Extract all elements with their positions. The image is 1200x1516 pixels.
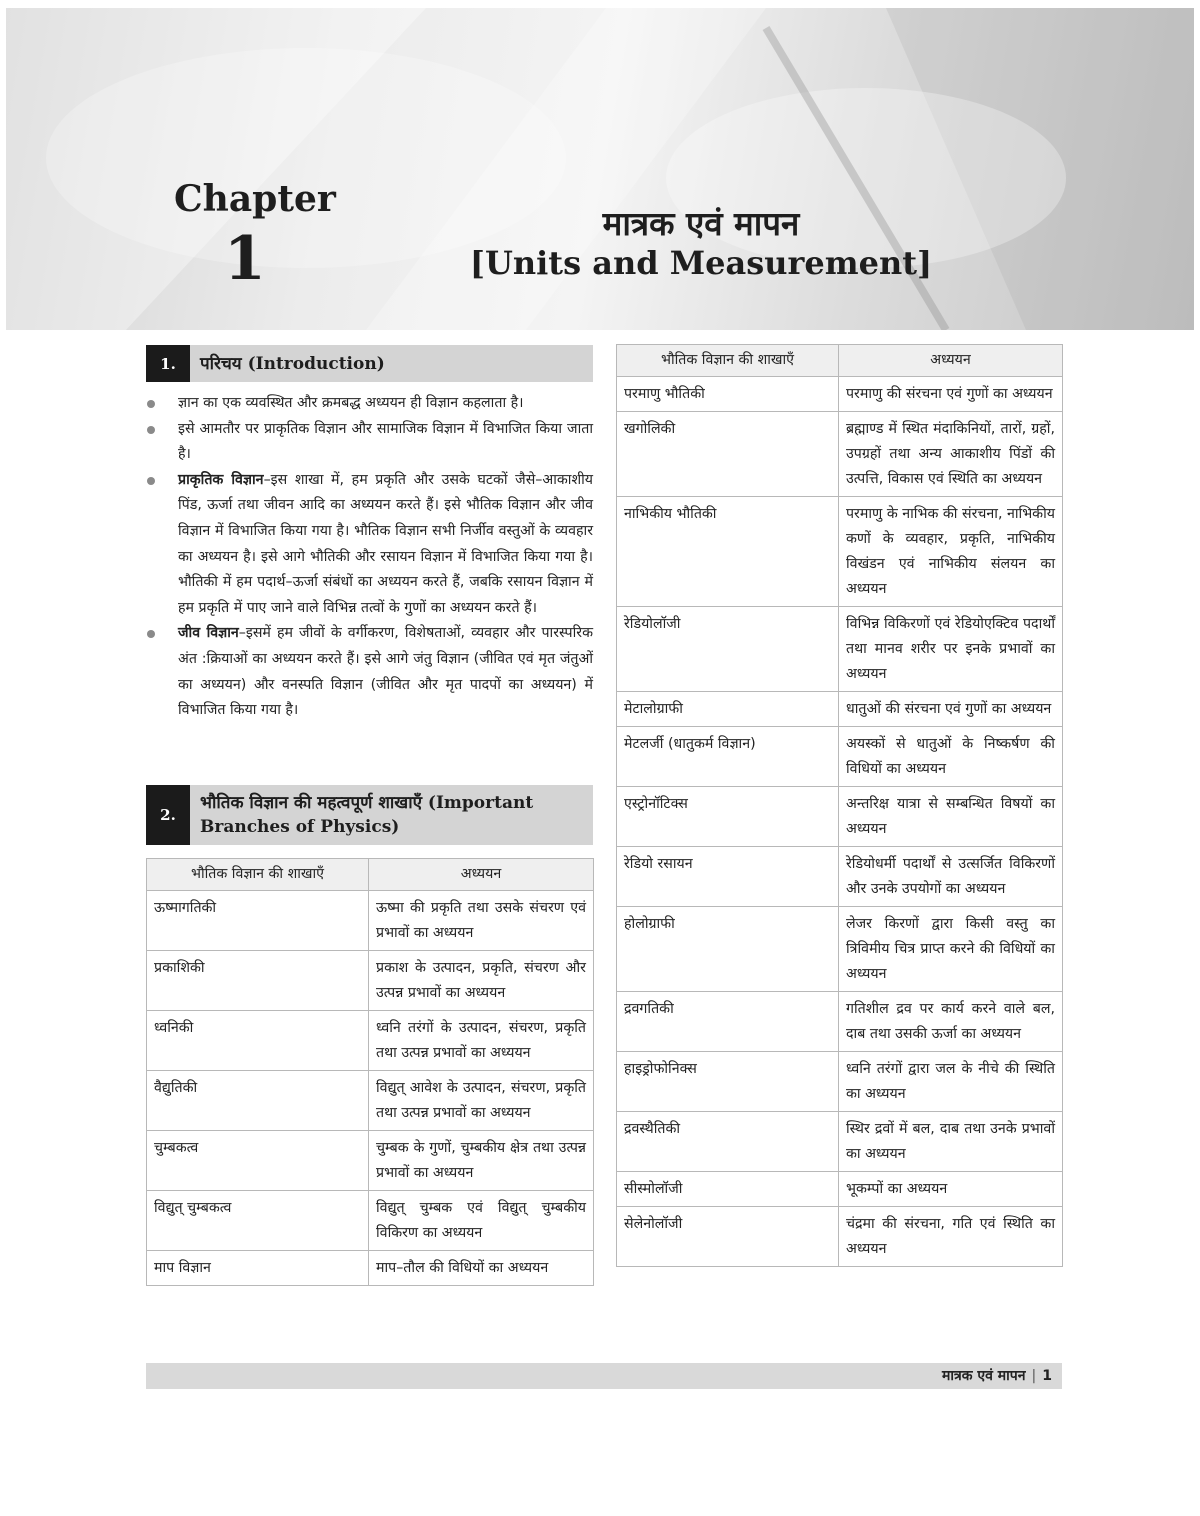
study-cell: अन्तरिक्ष यात्रा से सम्बन्धित विषयों का अध्ययन [839,787,1063,847]
study-cell: परमाणु की संरचना एवं गुणों का अध्ययन [839,377,1063,412]
bullet-text: ज्ञान का एक व्यवस्थित और क्रमबद्ध अध्ययन ही विज्ञान कहलाता है। [178,395,524,411]
branch-cell: सेलेनोलॉजी [617,1207,839,1267]
study-cell: ब्रह्माण्ड में स्थित मंदाकिनियों, तारों, ग्रहों, उपग्रहों तथा अन्य आकाशीय पिंडों की उत्पत्ति, विकास एवं स्थिति का अध्ययन [839,412,1063,497]
study-cell: स्थिर द्रवों में बल, दाब तथा उनके प्रभावों का अध्ययन [839,1112,1063,1172]
table-row [147,1011,594,1071]
table-header-row [147,859,594,891]
table-row [617,907,1063,992]
study-cell: चुम्बक के गुणों, चुम्बकीय क्षेत्र तथा उत्पन्न प्रभावों का अध्ययन [369,1131,594,1191]
table-row [617,377,1063,412]
footer-separator: | [1031,1368,1037,1384]
bullet-text: –इस शाखा में, हम प्रकृति और उसके घटकों जैसे–आकाशीय पिंड, ऊर्जा तथा जीवन आदि का अध्ययन करते हैं। इसे भौतिक विज्ञान और जीव विज्ञान में विभाजित किया गया है। भौतिक विज्ञान सभी निर्जीव वस्तुओं के व्यवहार का अध्ययन है। इसे आगे भौतिकी और रसायन विज्ञान में विभाजित किया गया है। भौतिकी में हम पदार्थ–ऊर्जा संबंधों का अध्ययन करते हैं, जबकि रसायन विज्ञान में हम प्रकृति में पाए जाने वाले विभिन्न तत्वों के गुणों का अध्ययन करते हैं। [178,471,594,616]
branch-cell: ऊष्मागतिकी [147,891,369,951]
footer-title: मात्रक एवं मापन [942,1368,1026,1384]
column-header-study: अध्ययन [369,859,594,891]
bullet-icon [147,630,155,638]
study-cell: अयस्कों से धातुओं के निष्कर्षण की विधियों का अध्ययन [839,727,1063,787]
study-cell: माप–तौल की विधियों का अध्ययन [369,1251,594,1286]
table-row [617,847,1063,907]
table-row [147,1131,594,1191]
footer-text [942,1366,1052,1385]
branch-cell: रेडियो रसायन [617,847,839,907]
list-item [146,391,593,417]
bullet-icon [147,400,155,408]
branch-cell: माप विज्ञान [147,1251,369,1286]
branch-cell: प्रकाशिकी [147,951,369,1011]
section-title-english: (Important [427,793,534,813]
bullet-term: प्राकृतिक विज्ञान [178,471,264,488]
section-header-introduction [146,345,593,382]
table-body [617,377,1063,1267]
table-row [617,787,1063,847]
branch-cell: मेटलर्जी (धातुकर्म विज्ञान) [617,727,839,787]
table-row [147,1071,594,1131]
branch-cell: नाभिकीय भौतिकी [617,497,839,607]
branch-cell: रेडियोलॉजी [617,607,839,692]
bullet-icon [147,477,155,485]
list-item [146,417,593,468]
branch-cell: सीस्मोलॉजी [617,1172,839,1207]
table-row [147,1191,594,1251]
branch-cell: मेटालोग्राफी [617,692,839,727]
study-cell: चंद्रमा की संरचना, गति एवं स्थिति का अध्ययन [839,1207,1063,1267]
table-row [617,607,1063,692]
list-item [146,468,593,622]
study-cell: ध्वनि तरंगों के उत्पादन, संचरण, प्रकृति तथा उत्पन्न प्रभावों का अध्ययन [369,1011,594,1071]
section-header-branches [146,785,593,845]
table-header-row [617,345,1063,377]
section-title-hindi: भौतिक विज्ञान की महत्वपूर्ण शाखाएँ [200,793,422,813]
study-cell: रेडियोधर्मी पदार्थों से उत्सर्जित विकिरणों और उनके उपयोगों का अध्ययन [839,847,1063,907]
section-number: 2. [146,785,190,845]
bullet-text: इसे आमतौर पर प्राकृतिक विज्ञान और सामाजिक विज्ञान में विभाजित किया जाता है। [178,420,593,463]
study-cell: ध्वनि तरंगों द्वारा जल के नीचे की स्थिति का अध्ययन [839,1052,1063,1112]
table-row [617,1112,1063,1172]
page-footer [146,1363,1062,1389]
study-cell: प्रकाश के उत्पादन, प्रकृति, संचरण और उत्पन्न प्रभावों का अध्ययन [369,951,594,1011]
branch-cell: हाइड्रोफोनिक्स [617,1052,839,1112]
study-cell: परमाणु के नाभिक की संरचना, नाभिकीय कणों के व्यवहार, प्रकृति, नाभिकीय विखंडन एवं नाभिकीय संलयन का अध्ययन [839,497,1063,607]
table-row [147,1251,594,1286]
list-item [146,621,593,723]
chapter-label: Chapter [174,178,336,220]
introduction-bullet-list [146,391,593,724]
page-number: 1 [1042,1368,1052,1384]
study-cell: विभिन्न विकिरणों एवं रेडियोएक्टिव पदार्थों तथा मानव शरीर पर इनके प्रभावों का अध्ययन [839,607,1063,692]
table-row [617,497,1063,607]
branch-cell: ध्वनिकी [147,1011,369,1071]
bullet-text: –इसमें हम जीवों के वर्गीकरण, विशेषताओं, व्यवहार और पारस्परिक अंत :क्रियाओं का अध्ययन करते हैं। इसे आगे जंतु विज्ञान (जीवित एवं मृत जंतुओं का अध्ययन) और वनस्पति विज्ञान (जीवित और मृत पादपों का अध्ययन) में विभाजित किया गया है। [178,625,593,719]
branch-cell: चुम्बकत्व [147,1131,369,1191]
section-number: 1. [146,345,190,382]
study-cell: भूकम्पों का अध्ययन [839,1172,1063,1207]
table-row [617,992,1063,1052]
table-row [617,412,1063,497]
bullet-icon [147,426,155,434]
table-row [147,891,594,951]
section-title-english: (Introduction) [247,353,385,374]
branch-cell: खगोलिकी [617,412,839,497]
branch-cell: वैद्युतिकी [147,1071,369,1131]
study-cell: विद्युत् चुम्बक एवं विद्युत् चुम्बकीय विकिरण का अध्ययन [369,1191,594,1251]
branch-cell: द्रवगतिकी [617,992,839,1052]
column-header-branch: भौतिक विज्ञान की शाखाएँ [147,859,369,891]
section-title-hindi: परिचय [200,353,242,374]
branches-table-left [146,858,594,1286]
chapter-banner [6,8,1194,330]
branch-cell: द्रवस्थैतिकी [617,1112,839,1172]
chapter-number: 1 [224,224,266,294]
study-cell: धातुओं की संरचना एवं गुणों का अध्ययन [839,692,1063,727]
study-cell: विद्युत् आवेश के उत्पादन, संचरण, प्रकृति तथा उत्पन्न प्रभावों का अध्ययन [369,1071,594,1131]
table-row [147,951,594,1011]
table-row [617,692,1063,727]
bullet-term: जीव विज्ञान [178,625,239,642]
table-row [617,1052,1063,1112]
column-header-study: अध्ययन [839,345,1063,377]
chapter-title-english: [Units and Measurement] [469,244,933,282]
branch-cell: होलोग्राफी [617,907,839,992]
branch-cell: परमाणु भौतिकी [617,377,839,412]
section-title [190,791,533,839]
section-title [190,352,385,376]
chapter-title-hindi: मात्रक एवं मापन [602,204,800,243]
table-row [617,727,1063,787]
branch-cell: एस्ट्रोनॉटिक्स [617,787,839,847]
table-row [617,1207,1063,1267]
branch-cell: विद्युत् चुम्बकत्व [147,1191,369,1251]
branches-table-right [616,344,1063,1267]
table-body [147,891,594,1286]
section-title-english-line2: Branches of Physics) [200,817,400,837]
column-header-branch: भौतिक विज्ञान की शाखाएँ [617,345,839,377]
study-cell: गतिशील द्रव पर कार्य करने वाले बल, दाब तथा उसकी ऊर्जा का अध्ययन [839,992,1063,1052]
study-cell: ऊष्मा की प्रकृति तथा उसके संचरण एवं प्रभावों का अध्ययन [369,891,594,951]
study-cell: लेजर किरणों द्वारा किसी वस्तु का त्रिविमीय चित्र प्राप्त करने की विधियों का अध्ययन [839,907,1063,992]
table-row [617,1172,1063,1207]
